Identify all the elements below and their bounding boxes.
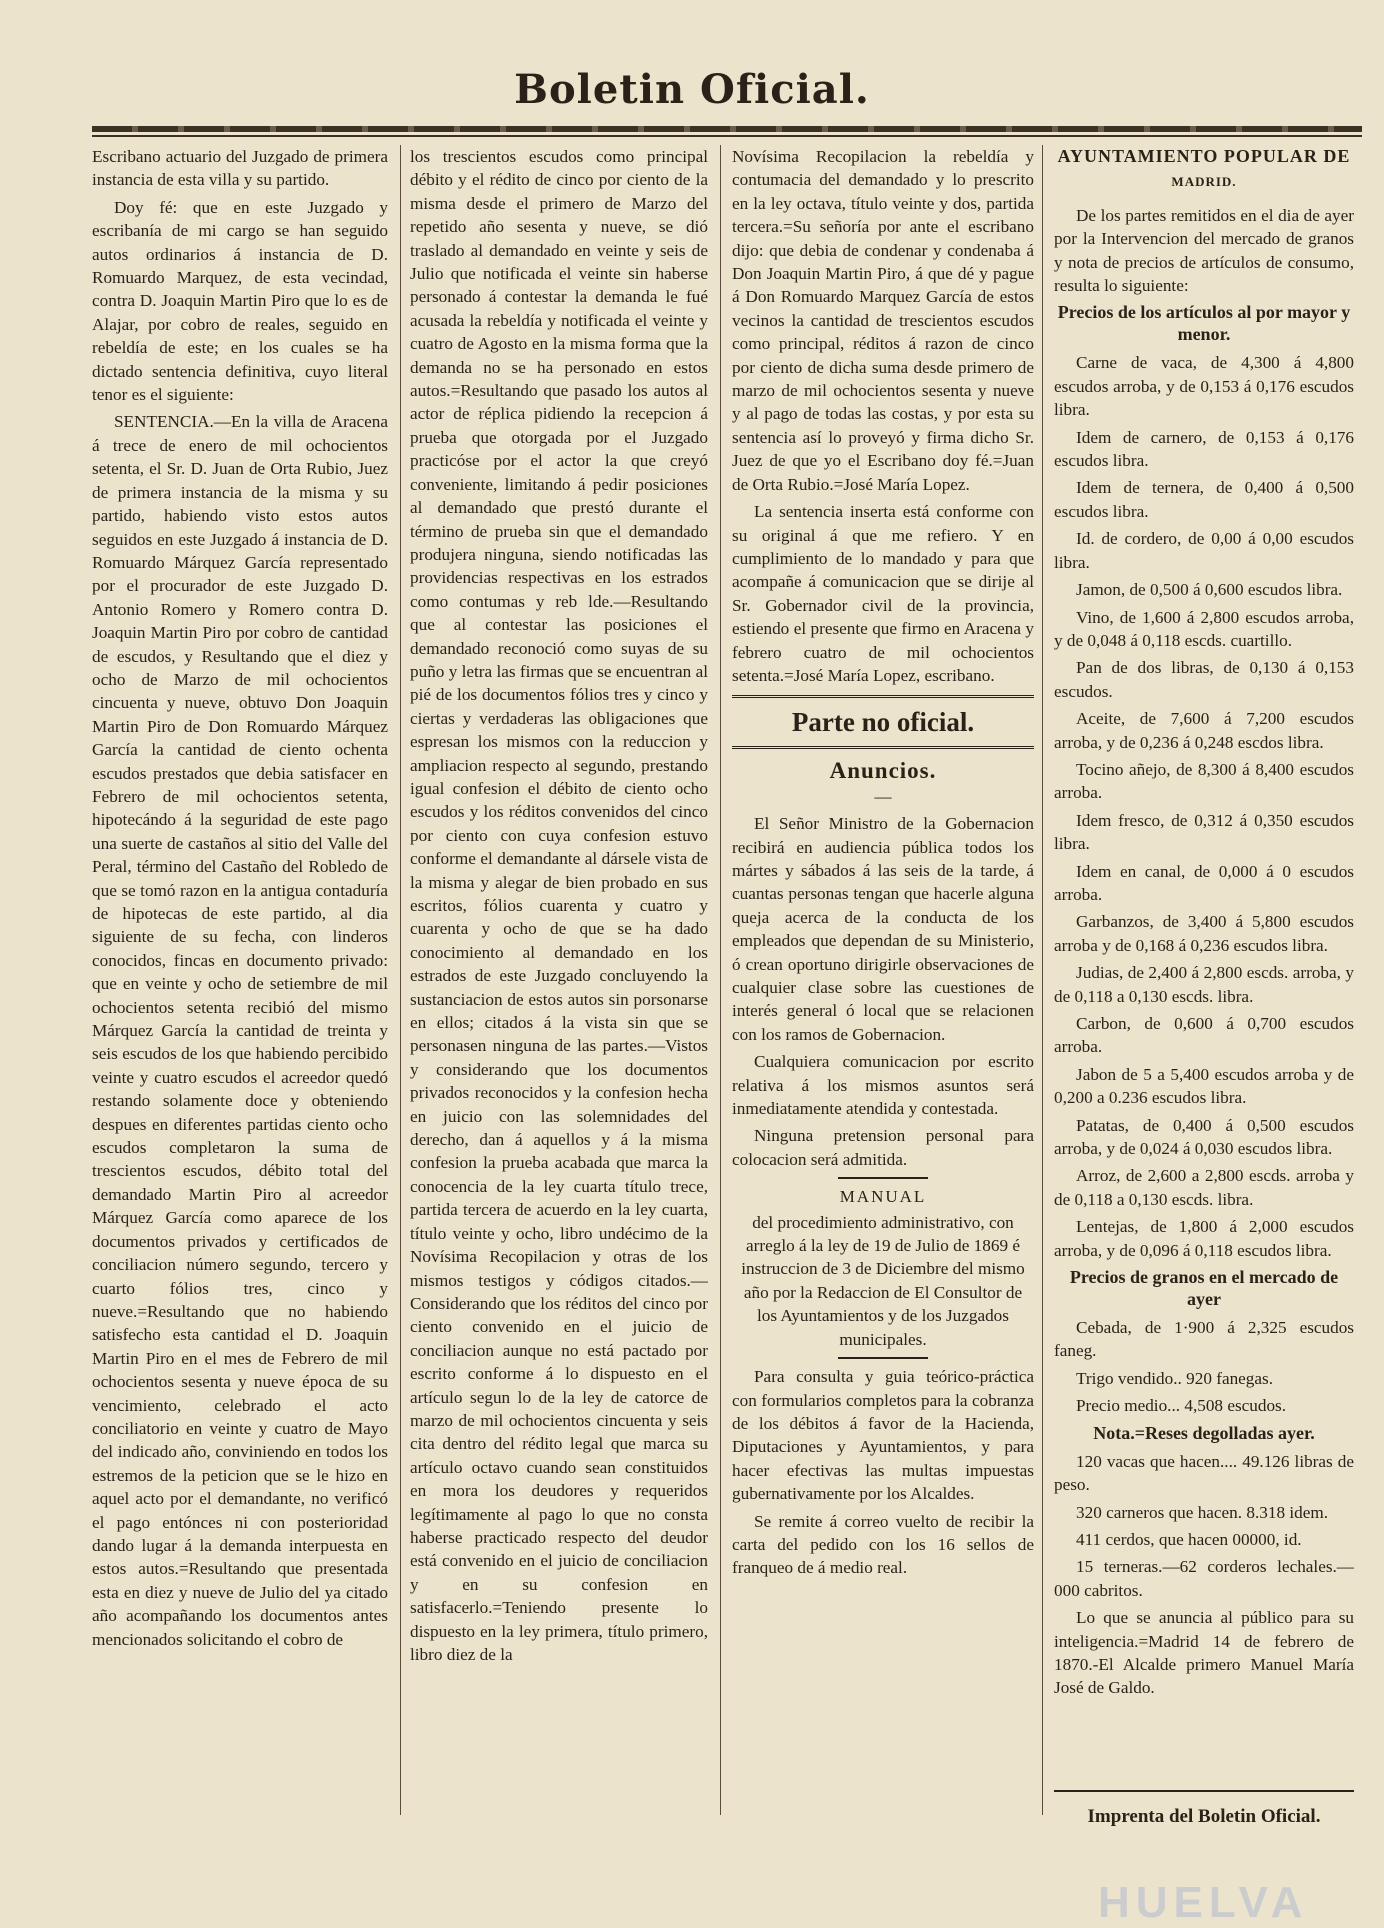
column-divider <box>720 145 721 1815</box>
intro-paragraph: De los partes remitidos en el dia de ayer por la Intervencion del mercado de granos y nota de precios de artículos de consumo, resulta lo siguiente: <box>1054 205 1354 296</box>
price-item: Garbanzos, de 3,400 á 5,800 escudos arroba y de 0,168 á 0,236 escudos libra. <box>1054 912 1354 955</box>
column-1 <box>92 145 388 1785</box>
price-item: Aceite, de 7,600 á 7,200 escudos arroba, y de 0,236 á 0,248 escdos libra. <box>1054 709 1354 752</box>
masthead: Boletin Oficial. <box>514 66 870 113</box>
archive-stamp: HUELVA <box>1098 1878 1309 1927</box>
price-item: Jamon, de 0,500 á 0,600 escudos libra. <box>1076 580 1343 600</box>
paragraph: los trescientos escudos como principal débito y el rédito de cinco por ciento de la misma desde el primero de Marzo del repetido año sesenta y nueve, se dió traslado al demandado en veinte y seis de Julio que notificada el veinte sin haberse personado á contestar la demanda le fué acusada la rebeldía y notificada el veinte y cuatro de Agosto en la misma forma que la demanda no se ha personado en estos autos.=Resultando que pasado los autos al actor de réplica pidiendo la recepcion á prueba que otorgada por el Juzgado practicóse por el actor la que creyó conveniente, limitando á pedir posiciones al demandado que prestó durante el término de prueba sin que el demandado produjera ninguna, siendo notificadas las providencias respectivas en los estrados como contumas y reb lde.—Resultando que al contestar las posiciones el demandado reconoció como suyas de su puño y letra las firmas que se encuentran al pié de los documentos fólios tres y cinco y ciertas y verdaderas las obligaciones que espresan los mismos con la reduccion y ampliacion respecto al segundo, prestando igual confesion el débito de ciento ocho escudos y los réditos convenidos del cinco por ciento con cuya confesion estuvo conforme el demandante al dársele vista de la misma y alegar de bien probado en sus escritos, fólios cuarenta y cuatro y cuarenta y ocho de que se ha dado conocimiento al demandado en los estrados de este Juzgado concluyendo la sustanciacion de estos autos sin porsonarse en ellos; citados á la vista sin que se personasen ninguna de las partes.—Vistos y considerando que los documentos privados reconocidos y la confesion hecha en juicio con las solemnidades del derecho, dan á aquellos y á la misma confesion la prueba acabada que marca la conocencia de la ley cuarta título trece, partida tercera de acuerdo en la ley cuarta, título veinte y ocho, libro undécimo de la Novísima Recopilacion y otras de los mismos testigos y códigos citados.—Considerando que los réditos del cinco por ciento convenido en el juicio de conciliacion aunque no está pactado por escrito conforme á lo dispuesto en el artículo segun lo de la ley de catorce de marzo de mil ochocientos cincuenta y seis cita dentro del rédito legal que marca su artículo octavo cuando sean constituidos en mora los deudores y requeridos legítimamente al pago lo que no consta haberse practicado respecto del deudor está convenido en el juicio de conciliacion y en su confesion en satisfacerlo.=Teniendo presente lo dispuesto en la ley primera, título primero, libro diez de la <box>410 147 708 1664</box>
paragraph: SENTENCIA.—En la villa de Aracena á trece de enero de mil ochocientos setenta, el Sr. D. Juan de Orta Rubio, Juez de primera instancia de la misma y su partido, habiendo visto estos autos seguidos en este Juzgado á instancia de D. Romuardo Márquez García representado por el procurador de este Juzgado D. Antonio Romero y Romero contra D. Joaquin Martin Piro por cobro de cantidad de escudos, y Resultando que el diez y ocho de Marzo de mil ochocientos cincuenta y nueve, obtuvo Don Joaquin Martin Piro de Don Romuardo Márquez García la cantidad de ciento ochenta escudos prestados que debia satisfacer en Febrero de mil ochocientos setenta, hipotecándo á la seguridad de este pago una suerte de castaños al sitio del Valle del Peral, término del Castaño del Robledo de que se tomó razon en la antigua contaduría de hipotecas de este partido, al dia siguiente de su fecha, con linderos conocidos, fincas en documento privado: que en veinte y ocho de setiembre de mil ochocientos setenta recibió del mismo Márquez García la cantidad de treinta y seis escudos de los que habiendo percibido veinte y cuatro escudos el acreedor quedó restando solamente doce y obteniendo despues en diferentes partidas ciento ocho escudos completaron la suma de trescientos escudos, débito total del demandado Martin Piro al acreedor Márquez García como aparece de los documentos privados y certificados de conciliacion número segundo, tercero y cuarto fólios tres, cinco y nueve.=Resultando que no habiendo satisfecho esta cantidad el D. Joaquin Martin Piro en el mes de Febrero de mil ochocientos sesenta y nueve época de su vencimiento, celebrado el acto conciliatorio en veinte y cuatro de Mayo del indicado año, conviniendo en todos los estremos de la peticion que se le hizo en aquel acto por el demandante, no verificó el pago entónces ni con posterioridad dando lugar á la demanda interpuesta en estos autos.=Resultando que presentada esta en diez y nueve de Julio del ya citado año acompañando los documentos antes mencionados solicitando el cobro de <box>92 412 388 1649</box>
manual-description: del procedimiento administrativo, con arreglo á la ley de 19 de Julio de 1869 é instruccion de 3 de Diciembre del mismo año por la Redaccion de El Consultor de los Ayuntamientos y de los Juzgados municipales. <box>741 1212 1025 1349</box>
price-item: Idem de ternera, de 0,400 á 0,500 escudos libra. <box>1054 478 1354 521</box>
paragraph: Novísima Recopilacion la rebeldía y contumacia del demandado y lo prescrito en la ley octava, título veinte y dos, partida tercera.=Su señoría por ante el escribano dijo: que debia de condenar y condenaba á Don Joaquin Martin Piro, á que dé y pague á Don Romuardo Marquez García de estos vecinos la cantidad de trescientos escudos como principal, réditos á razon de cinco por ciento de dicha suma desde primero de marzo de mil ochocientos sesenta y nueve y al pago de todas las costas, y por esta su sentencia así lo proveyó y firma dicho Sr. Juez de que yo el Escribano doy fé.=Juan de Orta Rubio.=José María Lopez. <box>732 147 1034 494</box>
nota-item: 15 terneras.—62 corderos lechales.—000 cabritos. <box>1054 1557 1354 1600</box>
ayuntamiento-heading: AYUNTAMIENTO POPULAR DE <box>1057 146 1351 166</box>
paragraph: Escribano actuario del Juzgado de primera instancia de esta villa y su partido. <box>92 147 388 190</box>
small-rule <box>838 1357 928 1359</box>
top-rule-thin <box>92 135 1362 137</box>
grain-item: Cebada, de 1·900 á 2,325 escudos faneg. <box>1054 1318 1354 1361</box>
column-divider <box>1042 145 1043 1815</box>
nota-item: 120 vacas que hacen.... 49.126 libras de peso. <box>1054 1451 1354 1495</box>
nota-item: 320 carneros que hacen. 8.318 idem. <box>1076 1502 1328 1522</box>
announcement: Cualquiera comunicacion por escrito relativa á los mismos asuntos será inmediatamente atendida y contestada. <box>732 1052 1034 1119</box>
closing-paragraph: Lo que se anuncia al público para su inteligencia.=Madrid 14 de febrero de 1870.-El Alcalde primero Manuel María José de Galdo. <box>1054 1608 1354 1698</box>
parte-no-oficial-heading: Parte no oficial. <box>732 695 1034 749</box>
paragraph: La sentencia inserta está conforme con su original á que me refiero. Y en cumplimiento de lo mandado y para que acompañe á comunicacion que se dirije al Sr. Gobernador civil de la provincia, estiendo el presente que firmo en Aracena y febrero cuatro de mil ochocientos setenta.=José María Lopez, escribano. <box>732 502 1034 685</box>
nota-heading: Nota.=Reses degolladas ayer. <box>1093 1422 1315 1443</box>
small-rule <box>838 1177 928 1179</box>
price-item: Id. de cordero, de 0,00 á 0,00 escudos libra. <box>1054 529 1354 572</box>
top-rule <box>92 126 1362 132</box>
price-item: Patatas, de 0,400 á 0,500 escudos arroba, y de 0,024 á 0,030 escudos libra. <box>1054 1115 1354 1159</box>
nota-item: 411 cerdos, que hacen 00000, id. <box>1076 1529 1302 1549</box>
announcement: Ninguna pretension personal para colocacion será admitida. <box>732 1126 1034 1169</box>
price-item: Tocino añejo, de 8,300 á 8,400 escudos arroba. <box>1054 759 1354 803</box>
announcement: El Señor Ministro de la Gobernacion recibirá en audiencia pública todos los mártes y sábados á las seis de la tarde, á cuantas personas tengan que hacerle alguna queja acerca de la conducta de los empleados que dependan de su Ministerio, ó crean oportuno dirigirle observaciones de cualquier clase sobre las cuestiones de interés general ó local que se relacionen con los ramos de Gobernacion. <box>732 814 1034 1044</box>
grain-item: Precio medio... 4,508 escudos. <box>1076 1396 1287 1416</box>
dash-separator: — <box>874 786 892 806</box>
price-item: Vino, de 1,600 á 2,800 escudos arroba, y de 0,048 á 0,118 escds. cuartillo. <box>1054 607 1354 650</box>
prices-heading: Precios de los artículos al por mayor y menor. <box>1057 302 1351 345</box>
price-item: Carne de vaca, de 4,300 á 4,800 escudos arroba, y de 0,153 á 0,176 escudos libra. <box>1054 353 1354 420</box>
price-item: Lentejas, de 1,800 á 2,000 escudos arroba, y de 0,096 á 0,118 escudos libra. <box>1054 1217 1354 1260</box>
manual-paragraph: Para consulta y guia teórico-práctica con formularios completos para la cobranza de los débitos á favor de la Hacienda, Diputaciones y Ayuntamientos, y para hacer efectivas las multas impuestas gubernativamente por los Alcaldes. <box>732 1367 1034 1504</box>
column-2 <box>410 145 708 1785</box>
price-item: Idem fresco, de 0,312 á 0,350 escudos libra. <box>1054 810 1354 854</box>
price-item: Carbon, de 0,600 á 0,700 escudos arroba. <box>1054 1014 1354 1057</box>
manual-paragraph: Se remite á correo vuelto de recibir la carta del pedido con los 16 sellos de franqueo de á medio real. <box>732 1511 1034 1578</box>
grain-item: Trigo vendido.. 920 fanegas. <box>1076 1368 1274 1388</box>
column-divider <box>400 145 401 1815</box>
price-item: Pan de dos libras, de 0,130 á 0,153 escudos. <box>1054 658 1354 701</box>
grains-heading: Precios de granos en el mercado de ayer <box>1069 1267 1339 1310</box>
manual-heading: MANUAL <box>839 1187 927 1207</box>
anuncios-heading: Anuncios. <box>829 758 937 784</box>
printer-footer: Imprenta del Boletin Oficial. <box>1054 1790 1354 1828</box>
price-item: Arroz, de 2,600 a 2,800 escds. arroba y de 0,118 a 0,130 escds. libra. <box>1054 1166 1354 1209</box>
price-item: Idem de carnero, de 0,153 á 0,176 escudos libra. <box>1054 427 1354 471</box>
paragraph: Doy fé: que en este Juzgado y escribanía de mi cargo se han seguido autos ordinarios á instancia de D. Romuardo Marquez, de esta vecindad, contra D. Joaquin Martin Piro que lo es de Alajar, por cobro de reales, seguido en rebeldía de este; en los cuales se ha dictado sentencia definitiva, cuyo literal tenor es el siguiente: <box>92 197 388 405</box>
price-item: Judias, de 2,400 á 2,800 escds. arroba, y de 0,118 a 0,130 escds. libra. <box>1054 963 1354 1006</box>
column-3 <box>732 145 1034 1785</box>
ayuntamiento-subheading: MADRID. <box>1171 174 1237 190</box>
price-item: Jabon de 5 a 5,400 escudos arroba y de 0,200 a 0.236 escudos libra. <box>1054 1064 1354 1108</box>
price-item: Idem en canal, de 0,000 á 0 escudos arroba. <box>1054 861 1354 904</box>
column-4 <box>1054 145 1354 1785</box>
